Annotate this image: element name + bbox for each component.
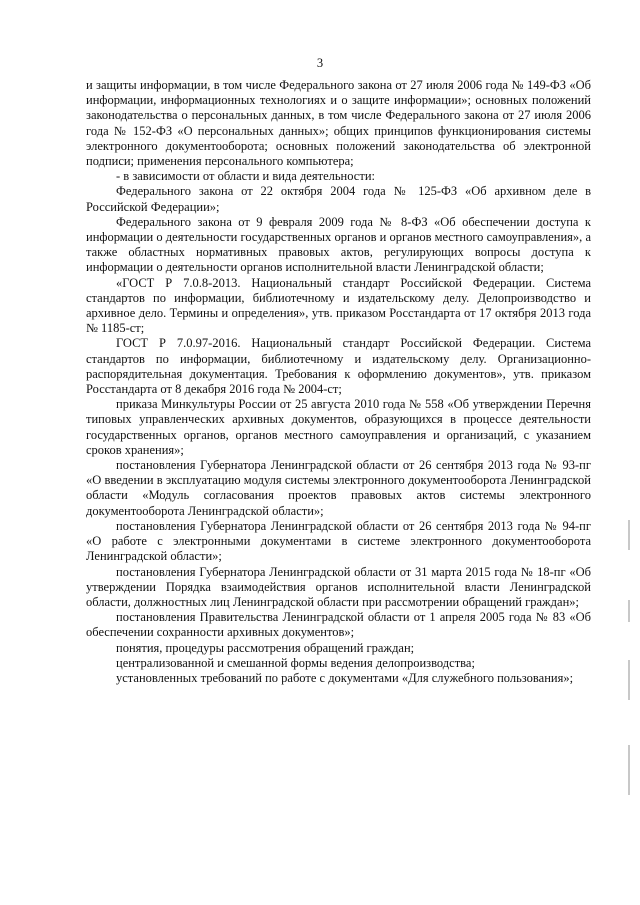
paragraph: постановления Губернатора Ленинградской области от 26 сентября 2013 года № 93-пг «О введении в эксплуатацию модуля системы электронного документооборота Ленинградской области «Модуль согласования проектов правовых актов системы электронного документооборота Ленинградской области»; (86, 458, 591, 518)
paragraph: постановления Правительства Ленинградской области от 1 апреля 2005 года № 83 «Об обеспечении сохранности архивных документов»; (86, 610, 591, 640)
paragraph: постановления Губернатора Ленинградской области от 26 сентября 2013 года № 94-пг «О работе с электронными документами в системе электронного документооборота Ленинградской области»; (86, 518, 591, 564)
document-body (86, 78, 591, 686)
paragraph: - в зависимости от области и вида деятельности: (116, 169, 375, 184)
scan-edge-mark (628, 520, 630, 550)
paragraph: понятия, процедуры рассмотрения обращений граждан; (116, 640, 415, 655)
scan-edge-mark (628, 745, 630, 795)
paragraph: приказа Минкультуры России от 25 августа 2010 года № 558 «Об утверждении Перечня типовых управленческих архивных документов, образующихся в процессе деятельности государственных органов, органов местного самоуправления и организаций, с указанием сроков хранения»; (86, 397, 591, 457)
paragraph: Федерального закона от 22 октября 2004 года № 125-ФЗ «Об архивном деле в Российской Федерации»; (86, 184, 591, 214)
paragraph: ГОСТ Р 7.0.97-2016. Национальный стандарт Российской Федерации. Система стандартов по информации, библиотечному и издательскому делу. Организационно-распорядительная документация. Требования к оформлению документов», утв. приказом Росстандарта от 8 декабря 2016 года № 2004-ст; (86, 336, 591, 397)
paragraph: «ГОСТ Р 7.0.8-2013. Национальный стандарт Российской Федерации. Система стандартов по информации, библиотечному и издательскому делу. Делопроизводство и архивное дело. Термины и определения», утв. приказом Росстандарта от 17 октября 2013 года № 1185-ст; (86, 275, 591, 336)
page-number: 3 (316, 56, 324, 70)
scan-edge-mark (628, 600, 630, 622)
paragraph: централизованной и смешанной формы ведения делопроизводства; (116, 655, 475, 670)
scan-edge-mark (628, 660, 630, 700)
paragraph: Федерального закона от 9 февраля 2009 года № 8-ФЗ «Об обеспечении доступа к информации о деятельности государственных органов и органов местного самоуправления», а также областных нормативных правовых актов, регулирующих вопросы доступа к информации о деятельности органов исполнительной власти Ленинградской области; (86, 214, 591, 275)
paragraph: установленных требований по работе с документами «Для служебного пользования»; (116, 670, 574, 685)
paragraph: и защиты информации, в том числе Федерального закона от 27 июля 2006 года № 149-ФЗ «Об информации, информационных технологиях и о защите информации»; основных положений законодательства о персональных данных, в том числе Федерального закона от 27 июля 2006 года № 152-ФЗ «О персональных данных»; общих принципов функционирования системы электронного документооборота; основных положений законодательства об электронной подписи; применения персонального компьютера; (86, 78, 591, 169)
paragraph: постановления Губернатора Ленинградской области от 31 марта 2015 года № 18-пг «Об утверждении Порядка взаимодействия органов исполнительной власти Ленинградской области, должностных лиц Ленинградской области при рассмотрении обращений граждан»; (86, 564, 591, 609)
